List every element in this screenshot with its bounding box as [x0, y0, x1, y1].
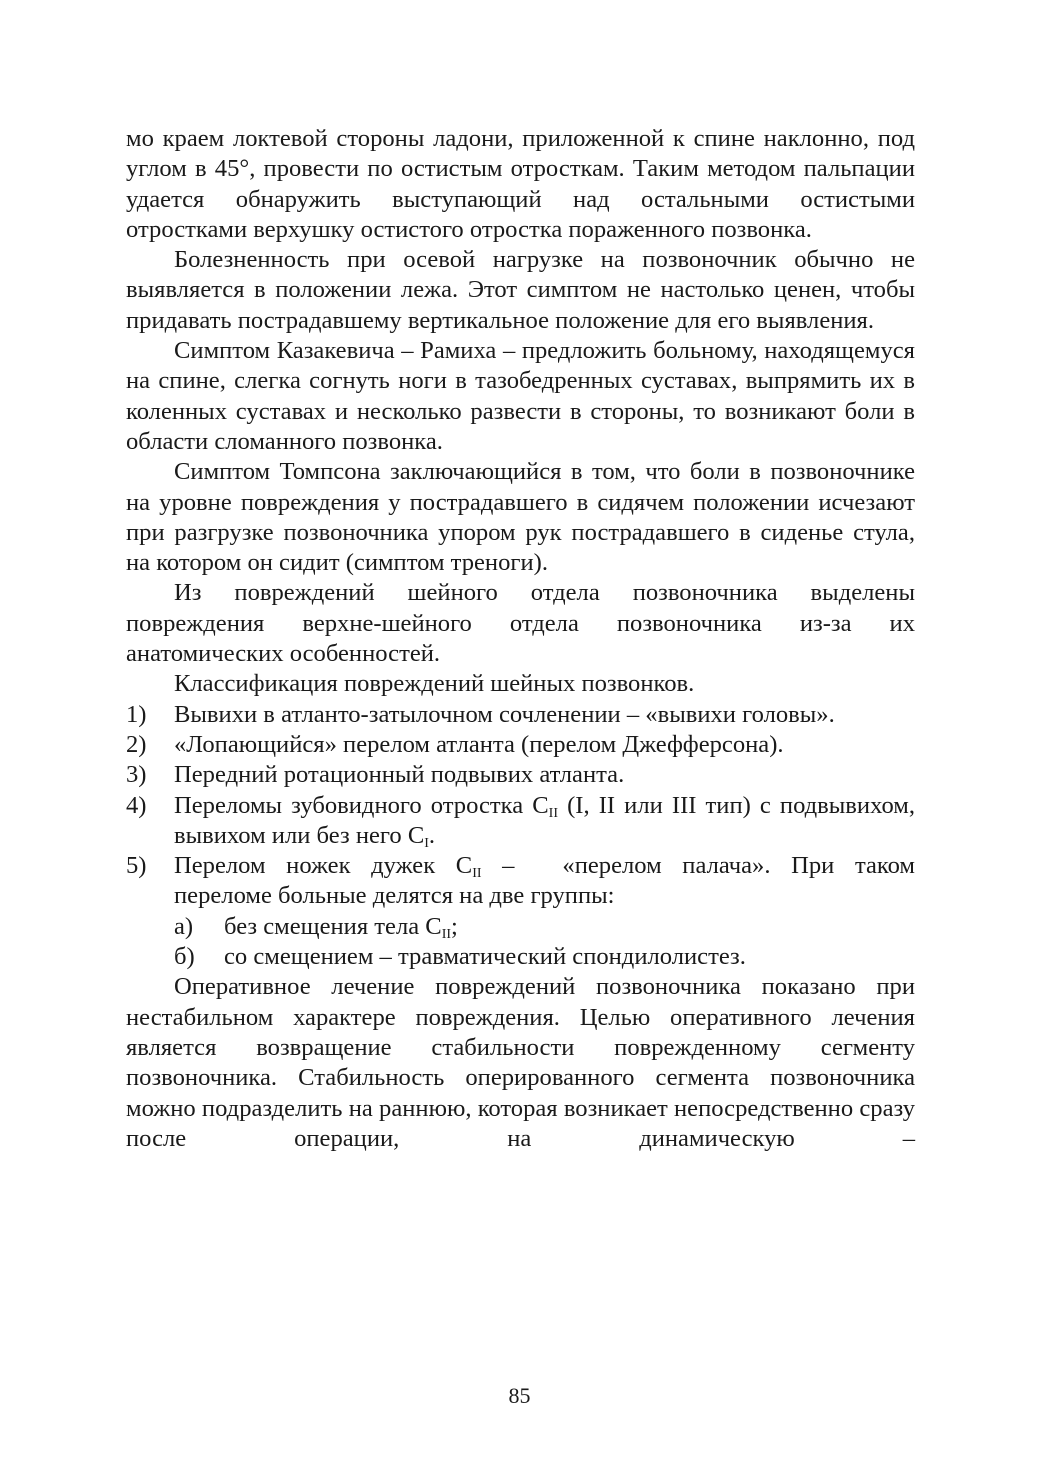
list-item	[126, 851, 915, 912]
list-item-text: Вывихи в атланто-затылочном сочленении – «вывихи головы».	[174, 700, 835, 728]
paragraph-kazakevich-symptom: Симптом Казакевича – Рамиха – предложить больному, находящемуся на спине, слегка согнуть ноги в тазобедренных суставах, выпрямить их в коленных суставах и несколько развести в стороны, то возникают боли в области сломанного позвонка.	[126, 337, 915, 455]
paragraph-classification-heading: Классификация повреждений шейных позвонков.	[174, 670, 695, 698]
list-item	[126, 760, 915, 790]
list-item-text: «Лопающийся» перелом атланта (перелом Джефферсона).	[174, 730, 784, 758]
list-item-number: 2)	[126, 730, 147, 758]
sublist-item-letter: а)	[174, 912, 194, 940]
paragraph-cervical-injuries: Из повреждений шейного отдела позвоночника выделены повреждения верхне-шейного отдела позвоночника из-за их анатомических особенностей.	[126, 579, 915, 668]
paragraph-thompson-symptom: Симптом Томпсона заключающийся в том, что боли в позвоночнике на уровне повреждения у пострадавшего в сидячем положении исчезают при разгрузке позвоночника упором рук пострадавшего в сиденье стула, на котором он сидит (симптом треноги).	[126, 458, 915, 577]
list-item	[126, 730, 915, 760]
sublist-item	[126, 942, 915, 972]
list-item-number: 4)	[126, 791, 147, 819]
sublist-item-text: без смещения тела $C_{II}$;	[224, 912, 458, 942]
list-item-text: Переломы зубовидного отростка $C_{II}$ (I, II или III тип) с подвывихом, вывихом или без него $C_I$.	[174, 791, 915, 851]
classification-list	[126, 700, 915, 973]
paragraph-axial-load: Болезненность при осевой нагрузке на позвоночник обычно не выявляется в положении лежа. Этот симптом не настолько ценен, чтобы придавать пострадавшему вертикальное положение для его выявления.	[126, 246, 915, 334]
list-item-number: 1)	[126, 700, 147, 728]
sublist-item-text: со смещением – травматический спондилолистез.	[224, 943, 746, 971]
list-item-text: Перелом ножек дужек $C_{II}$ – «перелом палача». При таком переломе больные делятся на две группы:	[174, 852, 915, 910]
page-body	[126, 124, 915, 1154]
list-item-text: Передний ротационный подвывих атланта.	[174, 761, 625, 789]
sublist-item	[126, 912, 915, 942]
list-item	[126, 700, 915, 730]
list-item-number: 3)	[126, 761, 147, 789]
list-item	[126, 791, 915, 852]
list-item-number: 5)	[126, 852, 147, 880]
paragraph-palpation: мо краем локтевой стороны ладони, приложенной к спине наклонно, под углом в 45°, провести по остистым отросткам. Таким методом пальпации удается обнаружить выступающий над остальными остистыми отростками верхушку остистого отростка пораженного позвонка.	[126, 125, 915, 243]
sublist-item-letter: б)	[174, 943, 195, 971]
paragraph-surgical-treatment: Оперативное лечение повреждений позвоночника показано при нестабильном характере повреждения. Целью оперативного лечения является возвращение стабильности поврежденному сегменту позвоночника. Стабильность оперированного сегмента позвоночника можно подразделить на раннюю, которая возникает непосредственно сразу после операции, на динамическую –	[126, 973, 915, 1152]
page-number: 85	[508, 1383, 531, 1408]
